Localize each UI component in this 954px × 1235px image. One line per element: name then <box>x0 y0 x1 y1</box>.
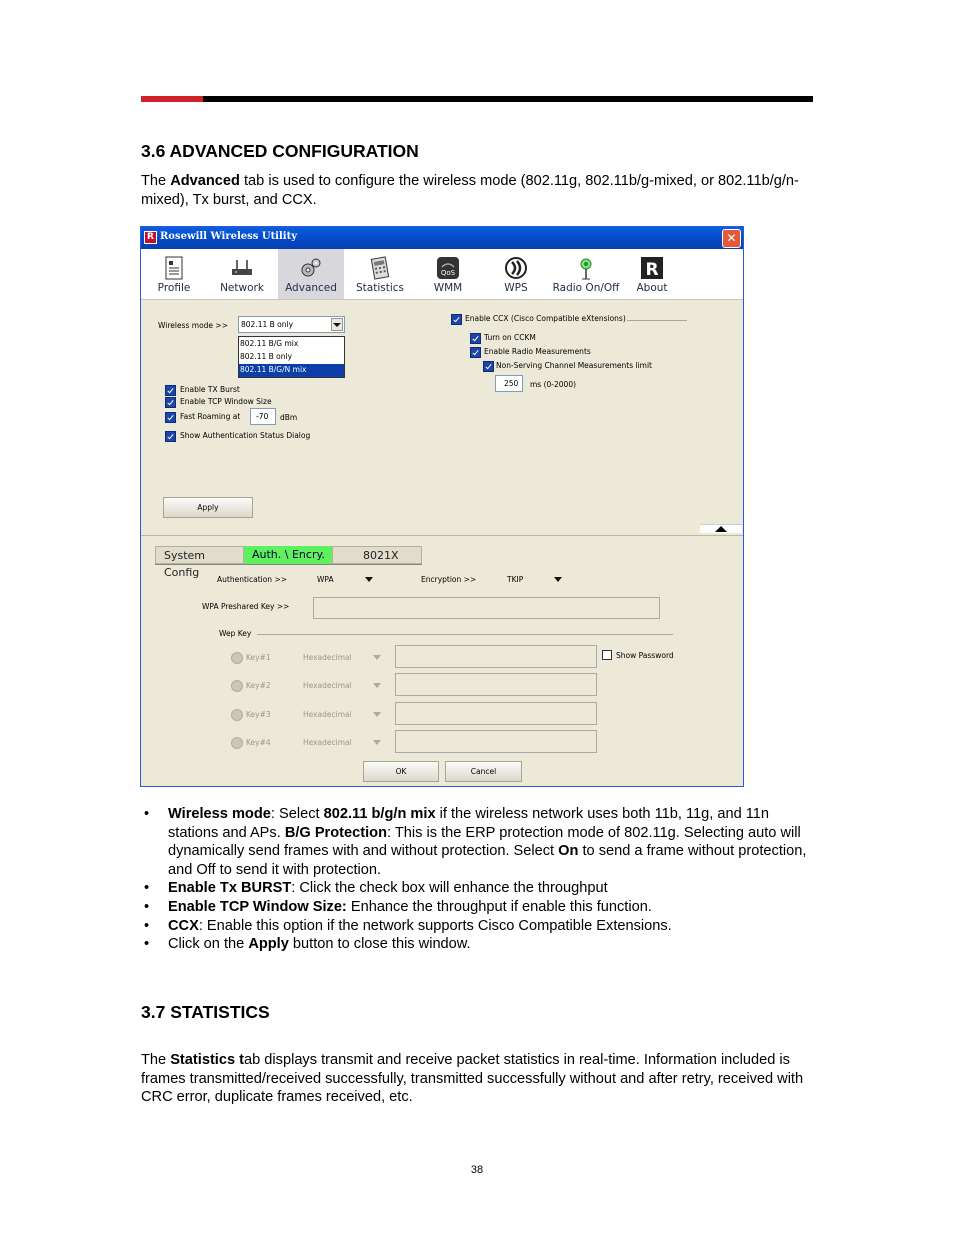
key1-label: Key#1 <box>246 653 271 662</box>
close-button[interactable]: ✕ <box>722 229 741 248</box>
toolbar-statistics[interactable] <box>347 249 413 299</box>
toolbar-wps[interactable] <box>483 249 549 299</box>
tab-auth-encry[interactable]: Auth. \ Encry. <box>244 546 332 564</box>
wireless-mode-value: 802.11 B only <box>241 320 294 329</box>
fast-roaming-input[interactable] <box>250 408 276 425</box>
radio-icon <box>573 255 599 281</box>
key2-input[interactable] <box>395 673 597 696</box>
toolbar-about-label: About <box>636 282 668 294</box>
toolbar-statistics-label: Statistics <box>356 282 404 294</box>
toolbar-wps-label: WPS <box>504 282 528 294</box>
tab-system-config[interactable]: System Config <box>155 546 244 564</box>
authentication-value[interactable]: WPA <box>317 575 334 584</box>
wpa-key-input[interactable] <box>313 597 660 619</box>
fast-roaming-value: -70 <box>256 412 269 421</box>
key3-radio[interactable] <box>231 709 243 721</box>
key3-label: Key#3 <box>246 710 271 719</box>
cancel-button[interactable]: Cancel <box>445 761 522 782</box>
radio-measurements-label: Enable Radio Measurements <box>484 347 591 356</box>
toolbar-advanced[interactable] <box>278 249 344 299</box>
tcp-window-checkbox[interactable] <box>165 397 176 408</box>
toolbar-about[interactable] <box>619 249 685 299</box>
cckm-checkbox[interactable] <box>470 333 481 344</box>
fast-roaming-label: Fast Roaming at <box>180 412 241 421</box>
profile-icon <box>161 255 187 281</box>
list-item: • Enable TCP Window Size: Enhance the throughput if enable this function. <box>141 898 821 917</box>
section-heading-advanced: 3.6 ADVANCED CONFIGURATION <box>141 141 419 161</box>
key2-label: Key#2 <box>246 681 271 690</box>
key1-input[interactable] <box>395 645 597 668</box>
rosewill-utility-window <box>140 226 744 787</box>
tx-burst-checkbox[interactable] <box>165 385 176 396</box>
toolbar-radio-onoff[interactable] <box>551 249 621 299</box>
header-rule <box>141 96 813 102</box>
radio-measurements-checkbox[interactable] <box>470 347 481 358</box>
toolbar-network-label: Network <box>220 282 264 294</box>
toolbar-wmm-label: WMM <box>433 282 463 294</box>
toolbar-radio-label: Radio On/Off <box>552 282 620 294</box>
measurement-limit-value: 250 <box>504 379 519 388</box>
key1-radio[interactable] <box>231 652 243 664</box>
non-serving-channel-checkbox[interactable] <box>483 361 494 372</box>
key2-format[interactable]: Hexadecimal <box>303 681 352 690</box>
page-number: 38 <box>470 1164 484 1176</box>
list-item: • Wireless mode: Select 802.11 b/g/n mix if the wireless network uses both 11b, 11g, and 11n stations and APs. B/G Protection: This is the ERP protection mode of 802.11g. Selecting auto will dynamically send frames with and without protection. Select On to send a frame without protection, and Off to send it with protection. <box>141 805 821 879</box>
wireless-mode-label: Wireless mode >> <box>158 321 228 330</box>
key4-radio[interactable] <box>231 737 243 749</box>
wpa-key-label: WPA Preshared Key >> <box>202 602 290 611</box>
svg-text:R: R <box>645 260 659 280</box>
key3-format[interactable]: Hexadecimal <box>303 710 352 719</box>
show-password-label: Show Password <box>616 651 674 660</box>
key4-dropdown-icon[interactable] <box>373 740 381 745</box>
measurement-limit-input[interactable] <box>495 375 523 392</box>
list-item: • Enable Tx BURST: Click the check box will enhance the throughput <box>141 879 821 898</box>
svg-text:QoS: QoS <box>440 269 456 277</box>
ccx-checkbox[interactable] <box>451 314 462 325</box>
app-logo-icon: R <box>144 231 157 244</box>
key2-radio[interactable] <box>231 680 243 692</box>
wireless-mode-select[interactable] <box>238 316 345 333</box>
panel-divider <box>141 535 743 536</box>
advanced-panel <box>141 300 743 535</box>
toolbar-advanced-label: Advanced <box>285 282 337 294</box>
wep-key-label: Wep Key <box>219 629 252 638</box>
tab-underline <box>155 564 422 565</box>
apply-button[interactable]: Apply <box>163 497 253 518</box>
wireless-mode-option[interactable]: 802.11 B only <box>240 352 293 361</box>
wps-icon <box>503 255 529 281</box>
show-password-checkbox[interactable] <box>602 650 612 660</box>
chevron-up-icon <box>715 526 727 532</box>
wep-group-line <box>257 634 673 635</box>
wireless-mode-option-selected[interactable]: 802.11 B/G/N mix <box>239 364 344 377</box>
toolbar-profile-label: Profile <box>157 282 191 294</box>
toolbar-wmm[interactable] <box>415 249 481 299</box>
authentication-label: Authentication >> <box>217 575 288 584</box>
window-title: Rosewill Wireless Utility <box>160 231 298 242</box>
about-icon <box>639 255 665 281</box>
show-auth-status-checkbox[interactable] <box>165 431 176 442</box>
section-heading-statistics: 3.7 STATISTICS <box>141 1002 270 1022</box>
key2-dropdown-icon[interactable] <box>373 683 381 688</box>
lower-settings-panel <box>141 535 743 787</box>
list-item: • CCX: Enable this option if the network supports Cisco Compatible Extensions. <box>141 917 821 936</box>
advanced-intro-paragraph: The Advanced tab is used to configure the wireless mode (802.11g, 802.11b/g-mixed, or 802.11b/g/n-mixed), Tx burst, and CCX. <box>141 173 799 208</box>
list-item: • Click on the Apply button to close this window. <box>141 935 821 954</box>
statistics-icon <box>367 255 393 281</box>
wireless-mode-option[interactable]: 802.11 B/G mix <box>240 339 299 348</box>
cckm-label: Turn on CCKM <box>484 333 536 342</box>
measurement-limit-unit: ms (0-2000) <box>530 380 577 389</box>
collapse-button[interactable] <box>700 524 742 533</box>
encryption-value[interactable]: TKIP <box>507 575 524 584</box>
main-toolbar <box>141 249 743 300</box>
fast-roaming-checkbox[interactable] <box>165 412 176 423</box>
key3-dropdown-icon[interactable] <box>373 712 381 717</box>
toolbar-network[interactable] <box>209 249 275 299</box>
dropdown-button[interactable] <box>331 318 343 331</box>
ccx-label: Enable CCX (Cisco Compatible eXtensions) <box>465 314 626 323</box>
ok-button[interactable]: OK <box>363 761 439 782</box>
encryption-label: Encryption >> <box>421 575 477 584</box>
network-icon <box>229 255 255 281</box>
fast-roaming-unit: dBm <box>280 413 298 422</box>
window-titlebar <box>141 227 743 249</box>
tcp-window-label: Enable TCP Window Size <box>180 397 272 406</box>
tx-burst-label: Enable TX Burst <box>180 385 240 394</box>
toolbar-profile[interactable] <box>141 249 207 299</box>
advanced-icon <box>298 255 324 281</box>
show-auth-status-label: Show Authentication Status Dialog <box>180 431 311 440</box>
key4-format[interactable]: Hexadecimal <box>303 738 352 747</box>
authentication-dropdown-icon[interactable] <box>365 577 373 582</box>
key1-dropdown-icon[interactable] <box>373 655 381 660</box>
wireless-mode-options-list <box>238 336 345 378</box>
key4-input[interactable] <box>395 730 597 753</box>
non-serving-channel-label: Non-Serving Channel Measurements limit <box>496 361 652 370</box>
chevron-down-icon <box>333 323 341 327</box>
key1-format[interactable]: Hexadecimal <box>303 653 352 662</box>
header-rule-accent <box>141 96 203 102</box>
wmm-icon <box>435 255 461 281</box>
encryption-dropdown-icon[interactable] <box>554 577 562 582</box>
statistics-paragraph: The Statistics tab displays transmit and receive packet statistics in real-time. Information included is frames transmitted/received successfully, transmitted successfully without and after retry, received with CRC error, duplicate frames received, etc. <box>141 1052 804 1105</box>
key4-label: Key#4 <box>246 738 271 747</box>
ccx-group-line <box>627 320 687 321</box>
key3-input[interactable] <box>395 702 597 725</box>
advanced-bullet-list <box>141 805 821 954</box>
tab-8021x[interactable]: 8021X <box>332 546 422 564</box>
